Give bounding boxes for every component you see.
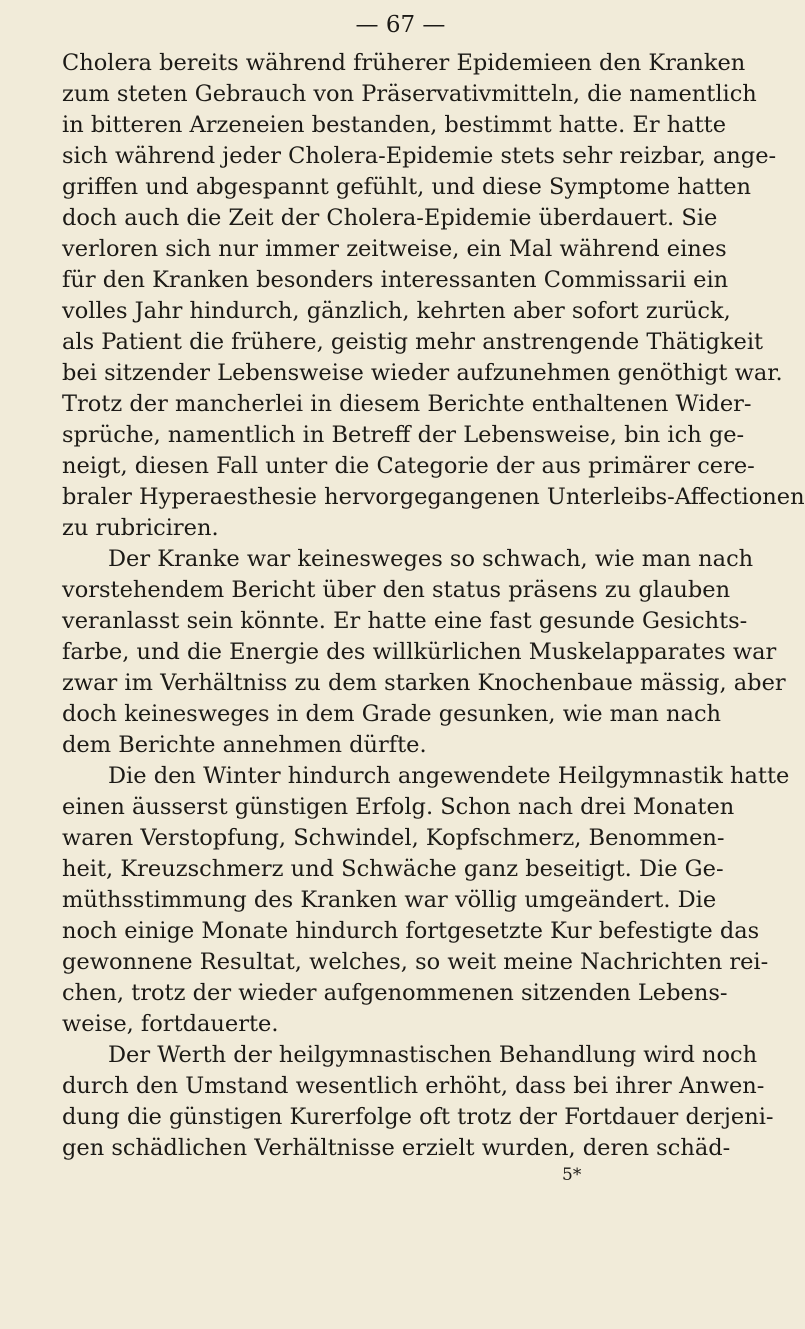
text-line: zwar im Verhältniss zu dem starken Knochenbaue mässig, aber — [62, 670, 786, 696]
text-line: in bitteren Arzeneien bestanden, bestimmt hatte. Er hatte — [62, 112, 727, 138]
text-line: noch einige Monate hindurch fortgesetzte Kur befestigte das — [62, 918, 760, 944]
signature-mark: 5* — [562, 1165, 582, 1185]
text-line: verloren sich nur immer zeitweise, ein Mal während eines — [62, 236, 727, 262]
text-line: müthsstimmung des Kranken war völlig umgeändert. Die — [62, 887, 717, 913]
text-line: dung die günstigen Kurerfolge oft trotz der Fortdauer derjeni- — [62, 1104, 774, 1130]
text-line: waren Verstopfung, Schwindel, Kopfschmerz, Benommen- — [62, 825, 725, 851]
text-line: sprüche, namentlich in Betreff der Lebensweise, bin ich ge- — [62, 422, 745, 448]
text-line: gewonnene Resultat, welches, so weit meine Nachrichten rei- — [62, 949, 769, 975]
text-line: Trotz der mancherlei in diesem Berichte enthaltenen Wider- — [62, 391, 752, 417]
text-line: griffen und abgespannt gefühlt, und diese Symptome hatten — [62, 174, 751, 200]
text-line: durch den Umstand wesentlich erhöht, dass bei ihrer Anwen- — [62, 1073, 765, 1099]
text-line: farbe, und die Energie des willkürlichen Muskelapparates war — [62, 639, 777, 665]
text-line: einen äusserst günstigen Erfolg. Schon nach drei Monaten — [62, 794, 735, 820]
text-line: gen schädlichen Verhältnisse erzielt wurden, deren schäd- — [62, 1135, 731, 1161]
text-line: dem Berichte annehmen dürfte. — [62, 732, 427, 758]
text-line: heit, Kreuzschmerz und Schwäche ganz beseitigt. Die Ge- — [62, 856, 724, 882]
text-line: zum steten Gebrauch von Präservativmitteln, die namentlich — [62, 81, 757, 107]
text-line: als Patient die frühere, geistig mehr anstrengende Thätigkeit — [62, 329, 764, 355]
text-line: volles Jahr hindurch, gänzlich, kehrten aber sofort zurück, — [62, 298, 731, 324]
text-line: weise, fortdauerte. — [62, 1011, 279, 1037]
text-line: sich während jeder Cholera-Epidemie stets sehr reizbar, ange- — [62, 143, 777, 169]
text-line: für den Kranken besonders interessanten Commissarii ein — [62, 267, 729, 293]
text-line: veranlasst sein könnte. Er hatte eine fast gesunde Gesichts- — [62, 608, 748, 634]
text-line: doch keinesweges in dem Grade gesunken, wie man nach — [62, 701, 722, 727]
text-line: Die den Winter hindurch angewendete Heilgymnastik hatte — [108, 763, 790, 789]
text-line: chen, trotz der wieder aufgenommenen sitzenden Lebens- — [62, 980, 728, 1006]
text-line: neigt, diesen Fall unter die Categorie der aus primärer cere- — [62, 453, 755, 479]
text-line: braler Hyperaesthesie hervorgegangenen Unterleibs-Affectionen — [62, 484, 805, 510]
text-line: vorstehendem Bericht über den status präsens zu glauben — [62, 577, 731, 603]
page-number: — 67 — — [355, 12, 446, 38]
text-line: Der Werth der heilgymnastischen Behandlung wird noch — [108, 1042, 758, 1068]
text-line: Cholera bereits während früherer Epidemieen den Kranken — [62, 50, 746, 76]
text-line: Der Kranke war keinesweges so schwach, wie man nach — [108, 546, 754, 572]
text-line: doch auch die Zeit der Cholera-Epidemie überdauert. Sie — [62, 205, 718, 231]
text-line: bei sitzender Lebensweise wieder aufzunehmen genöthigt war. — [62, 360, 783, 386]
text-line: zu rubriciren. — [62, 515, 219, 541]
